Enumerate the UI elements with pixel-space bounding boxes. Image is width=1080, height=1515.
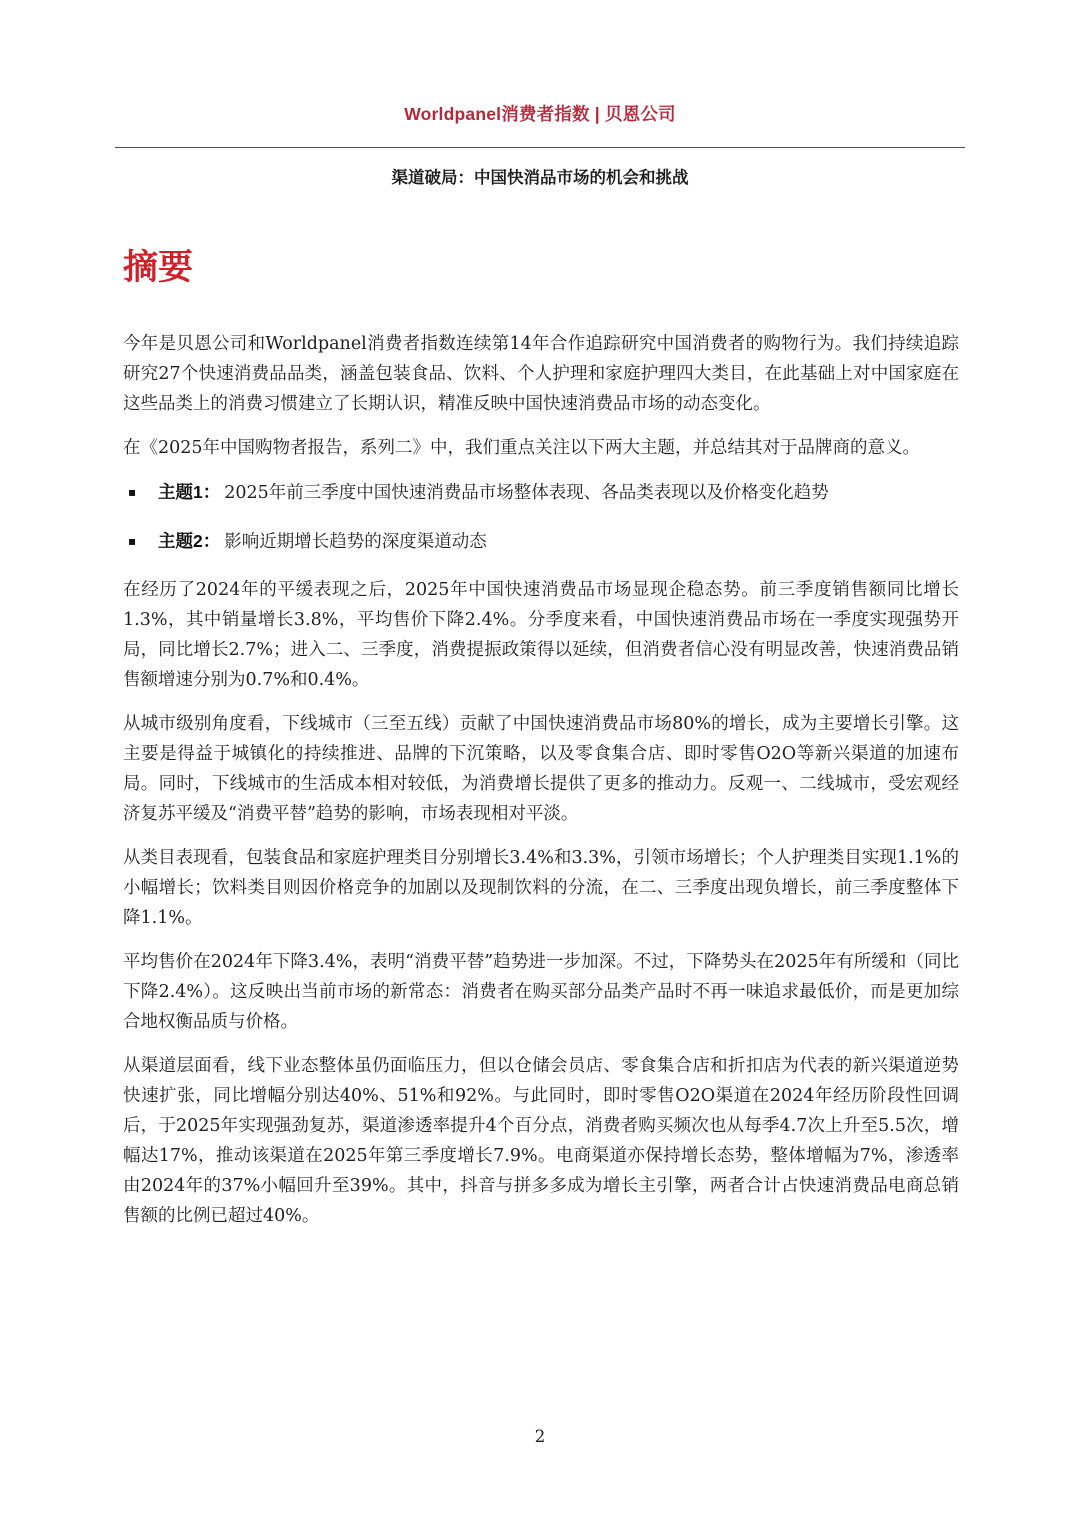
paragraph-intro-1: 今年是贝恩公司和Worldpanel消费者指数连续第14年合作追踪研究中国消费者的购物行为。我们持续追踪研究27个快速消费品品类，涵盖包装食品、饮料、个人护理和家庭护理四大类目，在此基础上对中国家庭在这些品类上的消费习惯建立了长期认识，精准反映中国快速消费品市场的动态变化。 bbox=[123, 334, 959, 414]
theme-text: 影响近期增长趋势的深度渠道动态 bbox=[224, 532, 487, 552]
paragraph-categories: 从类目表现看，包装食品和家庭护理类目分别增长3.4%和3.3%，引领市场增长；个人护理类目实现1.1%的小幅增长；饮料类目则因价格竞争的加剧以及现制饮料的分流，在二、三季度出现负增长，前三季度整体下降1.1%。 bbox=[123, 848, 959, 928]
section-heading: 摘要 bbox=[123, 248, 194, 287]
paragraph-market-overview: 在经历了2024年的平缓表现之后，2025年中国快速消费品市场显现企稳态势。前三季度销售额同比增长1.3%，其中销量增长3.8%，平均售价下降2.4%。分季度来看，中国快速消费品市场在一季度实现强势开局，同比增长2.7%；进入二、三季度，消费提振政策得以延续，但消费者信心没有明显改善，快速消费品销售额增速分别为0.7%和0.4%。 bbox=[123, 580, 959, 690]
theme-item-2 bbox=[123, 526, 959, 557]
theme-label: 主题1： bbox=[158, 482, 221, 502]
page-number: 2 bbox=[534, 1427, 546, 1446]
page-footer bbox=[0, 1427, 1080, 1446]
themes-list bbox=[123, 477, 959, 557]
bullet-icon: ▪ bbox=[128, 485, 137, 499]
theme-text: 2025年前三季度中国快速消费品市场整体表现、各品类表现以及价格变化趋势 bbox=[224, 483, 829, 503]
theme-item-1 bbox=[123, 477, 959, 508]
paragraph-channels: 从渠道层面看，线下业态整体虽仍面临压力，但以仓储会员店、零食集合店和折扣店为代表的新兴渠道逆势快速扩张，同比增幅分别达40%、51%和92%。与此同时，即时零售O2O渠道在2024年经历阶段性回调后，于2025年实现强劲复苏，渠道渗透率提升4个百分点，消费者购买频次也从每季4.7次上升至5.5次，增幅达17%，推动该渠道在2025年第三季度增长7.9%。电商渠道亦保持增长态势，整体增幅为7%，渗透率由2024年的37%小幅回升至39%。其中，抖音与拼多多成为增长主引擎，两者合计占快速消费品电商总销售额的比例已超过40%。 bbox=[123, 1056, 959, 1226]
header-divider bbox=[115, 147, 965, 148]
paragraph-city-tiers: 从城市级别角度看，下线城市（三至五线）贡献了中国快速消费品市场80%的增长，成为主要增长引擎。这主要是得益于城镇化的持续推进、品牌的下沉策略，以及零食集合店、即时零售O2O等新兴渠道的加速布局。同时，下线城市的生活成本相对较低，为消费增长提供了更多的推动力。反观一、二线城市，受宏观经济复苏平缓及“消费平替”趋势的影响，市场表现相对平淡。 bbox=[123, 714, 959, 824]
summary-section bbox=[123, 247, 959, 1245]
report-title: 渠道破局：中国快消品市场的机会和挑战 bbox=[391, 169, 689, 187]
bullet-icon: ▪ bbox=[128, 534, 137, 548]
header-brand: Worldpanel消费者指数 | 贝恩公司 bbox=[404, 104, 676, 124]
theme-label: 主题2： bbox=[158, 531, 221, 551]
paragraph-pricing: 平均售价在2024年下降3.4%，表明“消费平替”趋势进一步加深。不过，下降势头在2025年有所缓和（同比下降2.4%）。这反映出当前市场的新常态：消费者在购买部分品类产品时不再一味追求最低价，而是更加综合地权衡品质与价格。 bbox=[123, 952, 959, 1032]
paragraph-intro-2: 在《2025年中国购物者报告，系列二》中，我们重点关注以下两大主题，并总结其对于品牌商的意义。 bbox=[123, 438, 921, 458]
